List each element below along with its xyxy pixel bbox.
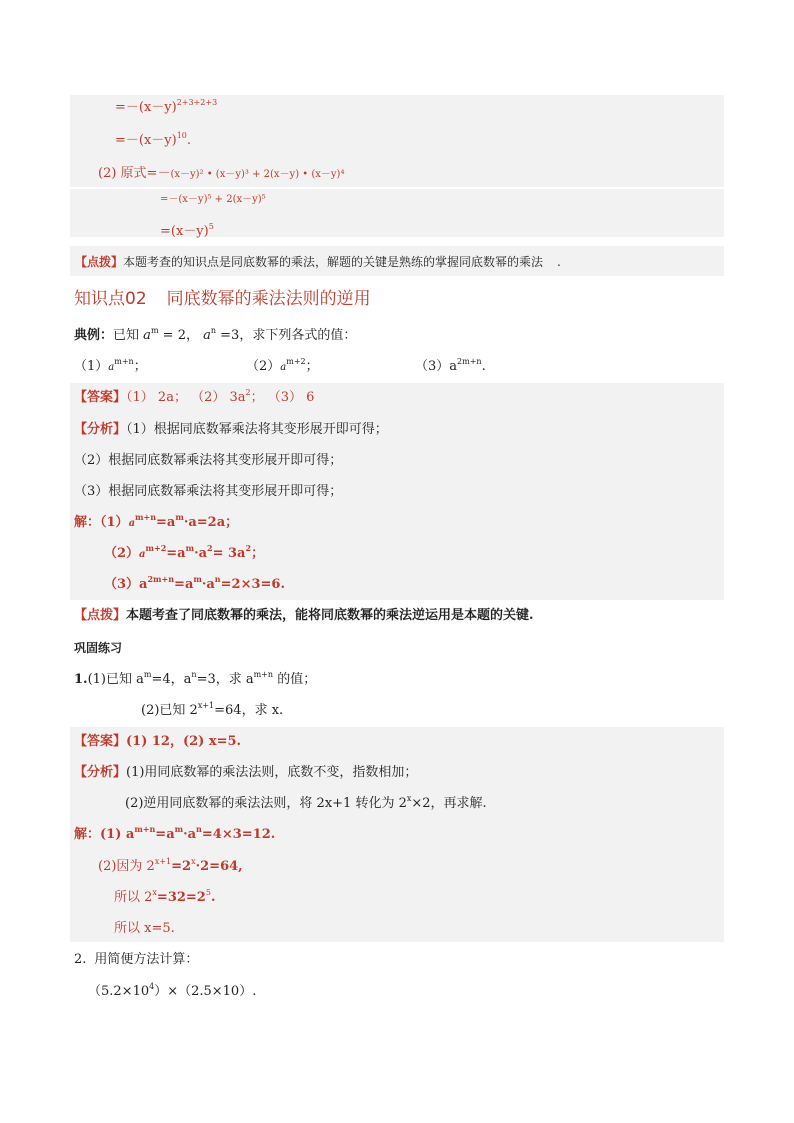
practice-title: 巩固练习 — [74, 641, 123, 655]
analysis-2-line-2: (2)逆用同底数幂的乘法法则，将 2x+1 转化为 $2^x\times 2$，再求解. — [125, 793, 487, 811]
analysis-2-line-1: 【分析】(1)用同底数幂的乘法法则，底数不变，指数相加； — [74, 765, 418, 780]
example-subquestion-2: $(2)a^{m+2}$； — [246, 356, 319, 374]
practice-1-part-2: (2)已知 $2^{x+1}=64$，求 x. — [141, 700, 284, 718]
analysis-1-line-2: （2）根据同底数幂乘法将其变形展开即可得； — [74, 453, 343, 468]
solution-1-line-1: 解：$(1)a^{m+n}=a^m\cdot a=2a$； — [74, 511, 239, 530]
problem-2-expression: $(5.2\times 10^4)\times(2.5\times 10)$. — [88, 981, 257, 999]
answer-1: 【答案】（1） 2a； （2） $3a^2$； （3） 6 — [74, 387, 315, 405]
continuation-line-3: (2) 原式=－(x－y)² • (x－y)³ + 2(x－y) • (x－y)⁴ — [98, 166, 345, 181]
solution-2-line-4: 所以 x=5. — [114, 921, 175, 936]
continuation-line-1: $=-(x-y)^{2+3+2+3}$ — [115, 97, 218, 115]
example-question: 典例：已知 $a^m = 2$， $a^n =3$，求下列各式的值： — [74, 325, 357, 343]
solution-2-line-3: 所以 $2^x=32=2^5$. — [114, 887, 216, 905]
solution-1-line-2: $(2)a^{m+2}=a^m\cdot a^2= 3a^2$； — [104, 542, 265, 561]
analysis-1-line-3: （3）根据同底数幂乘法将其变形展开即可得； — [74, 484, 343, 499]
section-heading: 知识点02 同底数幂的乘法法则的逆用 — [74, 289, 371, 309]
problem-2-question: 2. 用简便方法计算： — [74, 952, 199, 967]
tip-2: 【点拨】本题考查了同底数幂的乘法，能将同底数幂的乘法逆运用是本题的关键. — [74, 608, 534, 623]
answer-2: 【答案】(1) 12，(2) x=5. — [74, 734, 242, 749]
tip-1: 【点拨】本题考查的知识点是同底数幂的乘法，解题的关键是熟练的掌握同底数幂的乘法 . — [75, 255, 561, 269]
analysis-1-line-1: 【分析】（1）根据同底数幂乘法将其变形展开即可得； — [74, 422, 388, 437]
example-subquestion-1: $(1)a^{m+n}$； — [74, 356, 147, 374]
continuation-line-4: =－(x－y)⁵ + 2(x－y)⁵ — [160, 194, 266, 205]
continuation-line-5: $=(x-y)^5$ — [160, 221, 214, 239]
example-subquestion-3: $(3)a^{2m+n}$. — [415, 356, 486, 374]
solution-1-line-3: $(3)a^{2m+n}=a^m\cdot a^n=2\times 3=6$. — [104, 573, 285, 592]
practice-1-part-1: 1.(1)已知 $a^m=4$，$a^n=3$，求 $a^{m+n}$ 的值； — [74, 669, 317, 687]
continuation-line-2: $=-(x-y)^{10}$. — [115, 130, 192, 148]
solution-2-line-1: 解：(1) $a^{m+n}=a^m\cdot a^n=4\times 3=12$. — [74, 823, 276, 842]
solution-2-line-2: (2)因为 $2^{x+1}=2^x\cdot 2=64$, — [98, 856, 243, 874]
